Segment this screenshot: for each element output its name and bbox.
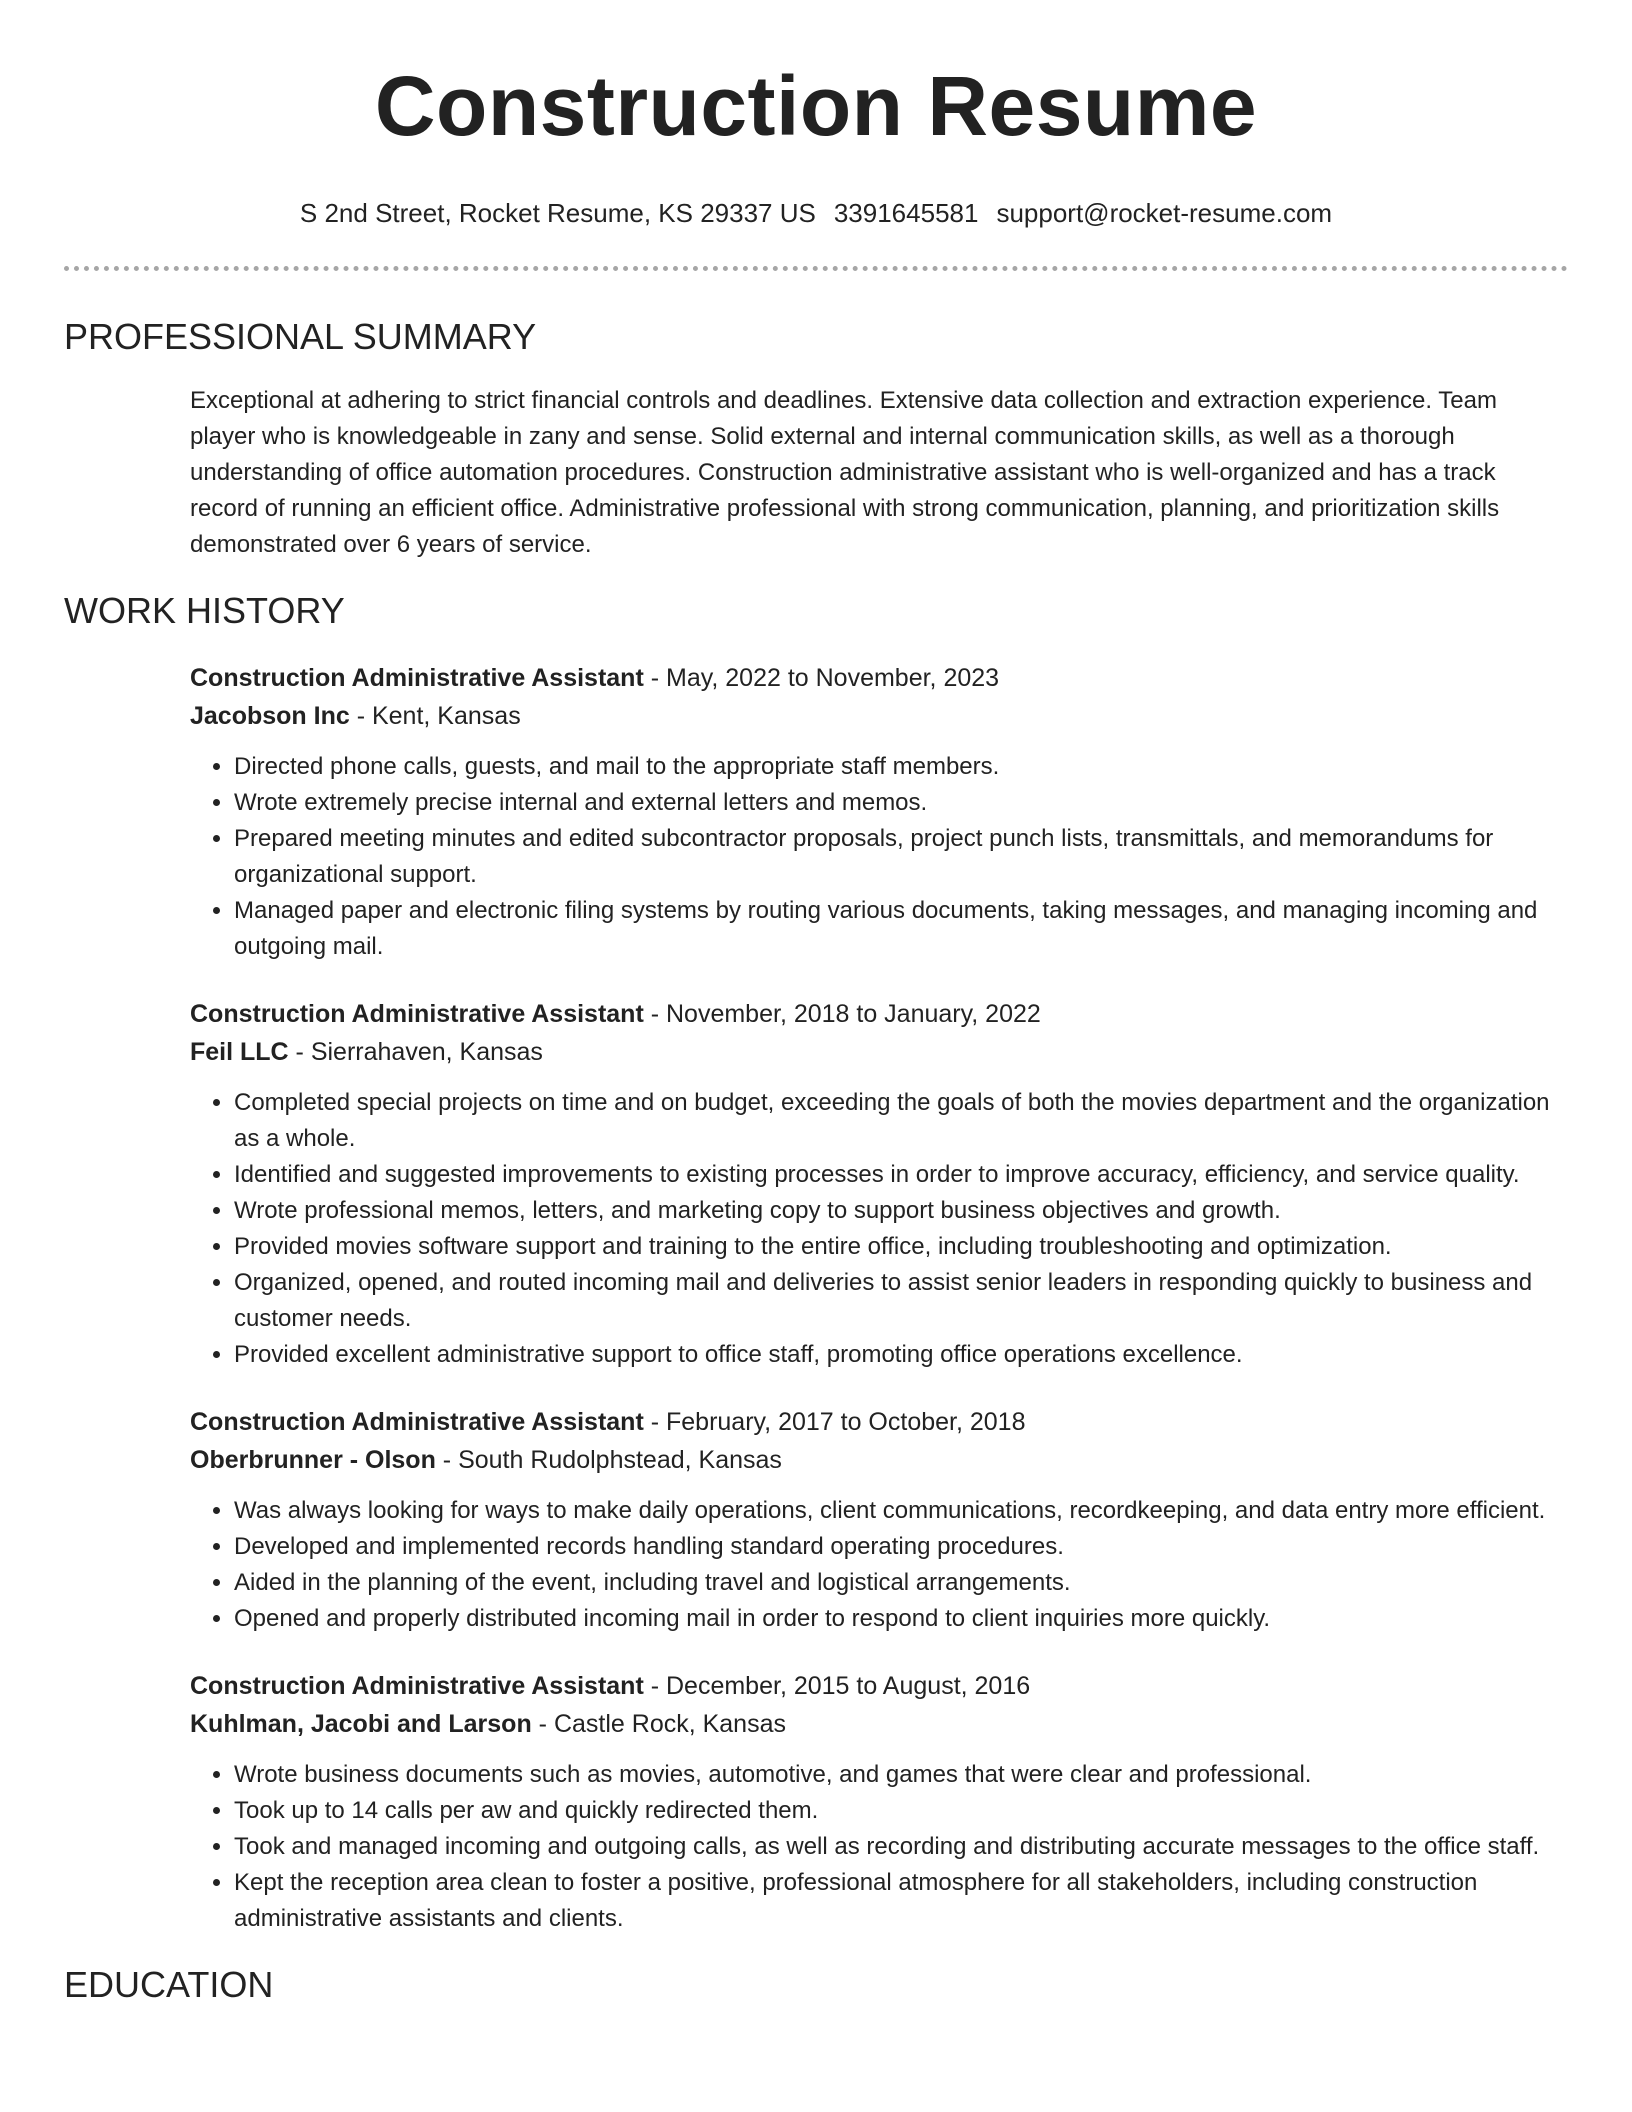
- job-title: Construction Administrative Assistant: [190, 1000, 644, 1028]
- job-company-line: [190, 1705, 1568, 1743]
- job-company-line: [190, 1033, 1568, 1071]
- job-location: - Sierrahaven, Kansas: [288, 1038, 543, 1066]
- job-title-line: [190, 659, 1568, 697]
- contact-email: support@rocket-resume.com: [996, 198, 1333, 228]
- contact-phone: 3391645581: [833, 198, 979, 228]
- job-company: Kuhlman, Jacobi and Larson: [190, 1710, 532, 1738]
- job-title-line: [190, 1667, 1568, 1705]
- job-bullet: • Organized, opened, and routed incoming mail and deliveries to assist senior leaders in responding quickly to business and customer needs.: [234, 1265, 1568, 1337]
- job-title-line: [190, 1403, 1568, 1441]
- job-bullet: • Wrote extremely precise internal and external letters and memos.: [234, 785, 1568, 821]
- job-bullet-list: [190, 1757, 1568, 1937]
- header-divider: [64, 266, 1568, 271]
- job-title-line: [190, 995, 1568, 1033]
- job-location: - Kent, Kansas: [349, 702, 521, 730]
- job-entry: [190, 659, 1568, 965]
- job-bullet: • Opened and properly distributed incoming mail in order to respond to client inquiries more quickly.: [234, 1601, 1568, 1637]
- job-bullet: • Managed paper and electronic filing systems by routing various documents, taking messages, and managing incoming and outgoing mail.: [234, 893, 1568, 965]
- contact-address: S 2nd Street, Rocket Resume, KS 29337 US: [299, 198, 816, 228]
- job-bullet: • Developed and implemented records handling standard operating procedures.: [234, 1529, 1568, 1565]
- job-bullet: • Identified and suggested improvements to existing processes in order to improve accuracy, efficiency, and service quality.: [234, 1157, 1568, 1193]
- work-history-section: [64, 589, 1568, 1937]
- job-entry: [190, 1403, 1568, 1637]
- job-dates: - November, 2018 to January, 2022: [643, 1000, 1041, 1028]
- job-company-line: [190, 1441, 1568, 1479]
- job-list: [190, 659, 1568, 1937]
- job-bullet: • Directed phone calls, guests, and mail to the appropriate staff members.: [234, 749, 1568, 785]
- job-bullet: • Completed special projects on time and on budget, exceeding the goals of both the movies department and the organization as a whole.: [234, 1085, 1568, 1157]
- job-company: Feil LLC: [190, 1038, 289, 1066]
- education-heading: EDUCATION: [64, 1964, 274, 2005]
- job-title: Construction Administrative Assistant: [190, 1408, 644, 1436]
- job-bullet-list: [190, 749, 1568, 965]
- resume-title: Construction Resume: [374, 59, 1258, 153]
- job-bullet: • Wrote professional memos, letters, and marketing copy to support business objectives and growth.: [234, 1193, 1568, 1229]
- job-bullet: • Wrote business documents such as movies, automotive, and games that were clear and professional.: [234, 1757, 1568, 1793]
- job-dates: - February, 2017 to October, 2018: [643, 1408, 1026, 1436]
- job-location: - South Rudolphstead, Kansas: [435, 1446, 782, 1474]
- job-bullet: • Took up to 14 calls per aw and quickly redirected them.: [234, 1793, 1568, 1829]
- job-title: Construction Administrative Assistant: [190, 1672, 644, 1700]
- job-bullet: • Prepared meeting minutes and edited subcontractor proposals, project punch lists, transmittals, and memorandums for organizational support.: [234, 821, 1568, 893]
- job-bullet: • Was always looking for ways to make daily operations, client communications, recordkeeping, and data entry more efficient.: [234, 1493, 1568, 1529]
- job-bullet: • Provided movies software support and training to the entire office, including troubleshooting and optimization.: [234, 1229, 1568, 1265]
- work-history-heading: WORK HISTORY: [64, 590, 345, 631]
- summary-heading: PROFESSIONAL SUMMARY: [64, 316, 537, 357]
- contact-line: [64, 196, 1568, 230]
- job-dates: - May, 2022 to November, 2023: [643, 664, 1000, 692]
- job-bullet: • Kept the reception area clean to foster a positive, professional atmosphere for all stakeholders, including construction administrative assistants and clients.: [234, 1865, 1568, 1937]
- job-company-line: [190, 697, 1568, 735]
- professional-summary-section: [64, 315, 1568, 563]
- summary-text: Exceptional at adhering to strict financial controls and deadlines. Extensive data collection and extraction experience. Team player who is knowledgeable in zany and sense. Solid external and internal communication skills, as well as a thorough understanding of office automation procedures. Construction administrative assistant who is well-organized and has a track record of running an efficient office. Administrative professional with strong communication, planning, and prioritization skills demonstrated over 6 years of service.: [190, 387, 1500, 558]
- job-entry: [190, 1667, 1568, 1937]
- job-bullet-list: [190, 1493, 1568, 1637]
- job-bullet: • Took and managed incoming and outgoing calls, as well as recording and distributing accurate messages to the office staff.: [234, 1829, 1568, 1865]
- education-section: [64, 1963, 1568, 2007]
- job-location: - Castle Rock, Kansas: [531, 1710, 786, 1738]
- job-bullet-list: [190, 1085, 1568, 1373]
- job-company: Oberbrunner - Olson: [190, 1446, 436, 1474]
- job-entry: [190, 995, 1568, 1373]
- job-bullet: • Provided excellent administrative support to office staff, promoting office operations excellence.: [234, 1337, 1568, 1373]
- job-bullet: • Aided in the planning of the event, including travel and logistical arrangements.: [234, 1565, 1568, 1601]
- job-company: Jacobson Inc: [190, 702, 350, 730]
- resume-header: [64, 0, 1568, 230]
- job-title: Construction Administrative Assistant: [190, 664, 644, 692]
- job-dates: - December, 2015 to August, 2016: [643, 1672, 1031, 1700]
